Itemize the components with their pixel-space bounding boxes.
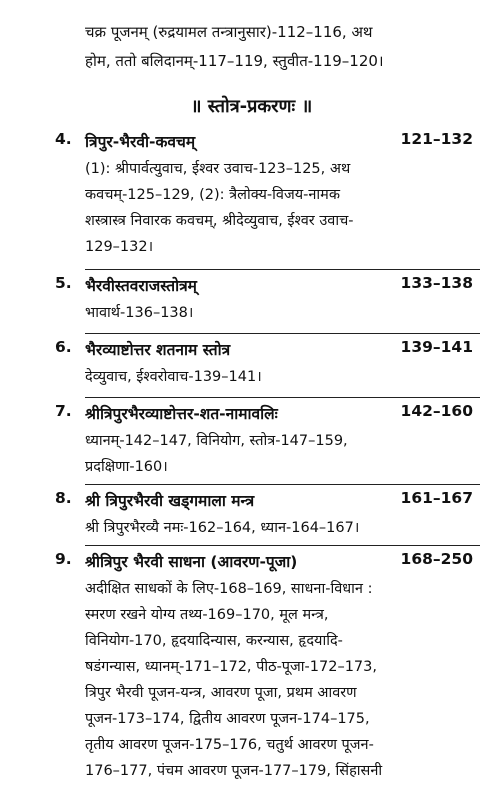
- entry-detail-line: देव्युवाच, ईश्वरोवाच-139–141।: [85, 369, 262, 385]
- entry-title: श्रीत्रिपुरभैरव्याष्टोत्तर-शत-नामावलिः: [85, 405, 278, 423]
- toc-entry: [0, 487, 503, 541]
- entry-title: भैरव्याष्टोत्तर शतनाम स्तोत्र: [85, 341, 231, 359]
- entry-detail-line: ध्यानम्-142–147, विनियोग, स्तोत्र-147–159,: [85, 433, 348, 449]
- toc-entry: [0, 336, 503, 390]
- entry-detail-line: शस्त्रास्त्र निवारक कवचम्, श्रीदेव्युवाच, ईश्वर उवाच-: [85, 213, 354, 229]
- entry-detail-line: प्रदक्षिणा-160।: [85, 459, 168, 475]
- entry-page-range: 139–141: [400, 338, 473, 356]
- entry-header: [0, 487, 503, 515]
- entry-number: 7.: [55, 402, 72, 420]
- entry-number: 8.: [55, 489, 72, 507]
- entry-detail-line: षडंगन्यास, ध्यानम्-171–172, पीठ-पूजा-172–173,: [85, 659, 377, 675]
- entry-title: त्रिपुर-भैरवी-कवचम्: [85, 133, 196, 151]
- intro-paragraph: [85, 18, 485, 76]
- entry-details: [85, 576, 477, 784]
- section-heading: ॥ स्तोत्र-प्रकरणः ॥: [190, 96, 313, 117]
- entry-detail-line: श्री त्रिपुरभैरव्यै नमः-162–164, ध्यान-164–167।: [85, 520, 360, 536]
- toc-entry: [0, 272, 503, 326]
- divider: [85, 333, 480, 334]
- entry-detail-line: (1): श्रीपार्वत्युवाच, ईश्वर उवाच-123–125, अथ: [85, 161, 351, 177]
- toc-entry: [0, 128, 503, 260]
- divider: [85, 484, 480, 485]
- divider: [85, 269, 480, 270]
- entry-header: [0, 400, 503, 428]
- entry-page-range: 142–160: [400, 402, 473, 420]
- entry-detail-line: 129–132।: [85, 239, 154, 255]
- intro-line: होम, ततो बलिदानम्-117–119, स्तुवीत-119–120।: [85, 52, 384, 70]
- entry-detail-line: पूजन-173–174, द्वितीय आवरण पूजन-174–175,: [85, 711, 370, 727]
- entry-header: [0, 272, 503, 300]
- entry-header: [0, 128, 503, 156]
- entry-number: 6.: [55, 338, 72, 356]
- entry-header: [0, 548, 503, 576]
- toc-entry: [0, 400, 503, 480]
- entry-title: श्रीत्रिपुर भैरवी साधना (आवरण-पूजा): [85, 553, 298, 571]
- entry-title: भैरवीस्तवराजस्तोत्रम्: [85, 277, 197, 295]
- toc-entry: [0, 548, 503, 784]
- entry-number: 9.: [55, 550, 72, 568]
- entry-page-range: 161–167: [400, 489, 473, 507]
- entry-detail-line: कवचम्-125–129, (2): त्रैलोक्य-विजय-नामक: [85, 187, 340, 203]
- entry-detail-line: विनियोग-170, हृदयादिन्यास, करन्यास, हृदयादि-: [85, 633, 343, 649]
- entry-detail-line: अदीक्षित साधकों के लिए-168–169, साधना-विधान :: [85, 581, 373, 597]
- intro-line: चक्र पूजनम् (रुद्रयामल तन्त्रानुसार)-112–116, अथ: [85, 23, 373, 41]
- entry-detail-line: स्मरण रखने योग्य तथ्य-169–170, मूल मन्त्र,: [85, 607, 329, 623]
- entry-details: [85, 156, 477, 260]
- entry-detail-line: तृतीय आवरण पूजन-175–176, चतुर्थ आवरण पूजन-: [85, 737, 374, 753]
- entry-page-range: 133–138: [400, 274, 473, 292]
- entry-details: [85, 300, 477, 326]
- entry-detail-line: भावार्थ-136–138।: [85, 305, 194, 321]
- divider: [85, 545, 480, 546]
- entry-title: श्री त्रिपुरभैरवी खड्गमाला मन्त्र: [85, 492, 255, 510]
- divider: [85, 397, 480, 398]
- entry-page-range: 168–250: [400, 550, 473, 568]
- entry-details: [85, 515, 477, 541]
- entry-number: 5.: [55, 274, 72, 292]
- entry-page-range: 121–132: [400, 130, 473, 148]
- entry-header: [0, 336, 503, 364]
- entry-details: [85, 364, 477, 390]
- entry-detail-line: 176–177, पंचम आवरण पूजन-177–179, सिंहासनी: [85, 763, 383, 779]
- entry-detail-line: त्रिपुर भैरवी पूजन-यन्त्र, आवरण पूजा, प्रथम आवरण: [85, 685, 357, 701]
- entry-number: 4.: [55, 130, 72, 148]
- entry-details: [85, 428, 477, 480]
